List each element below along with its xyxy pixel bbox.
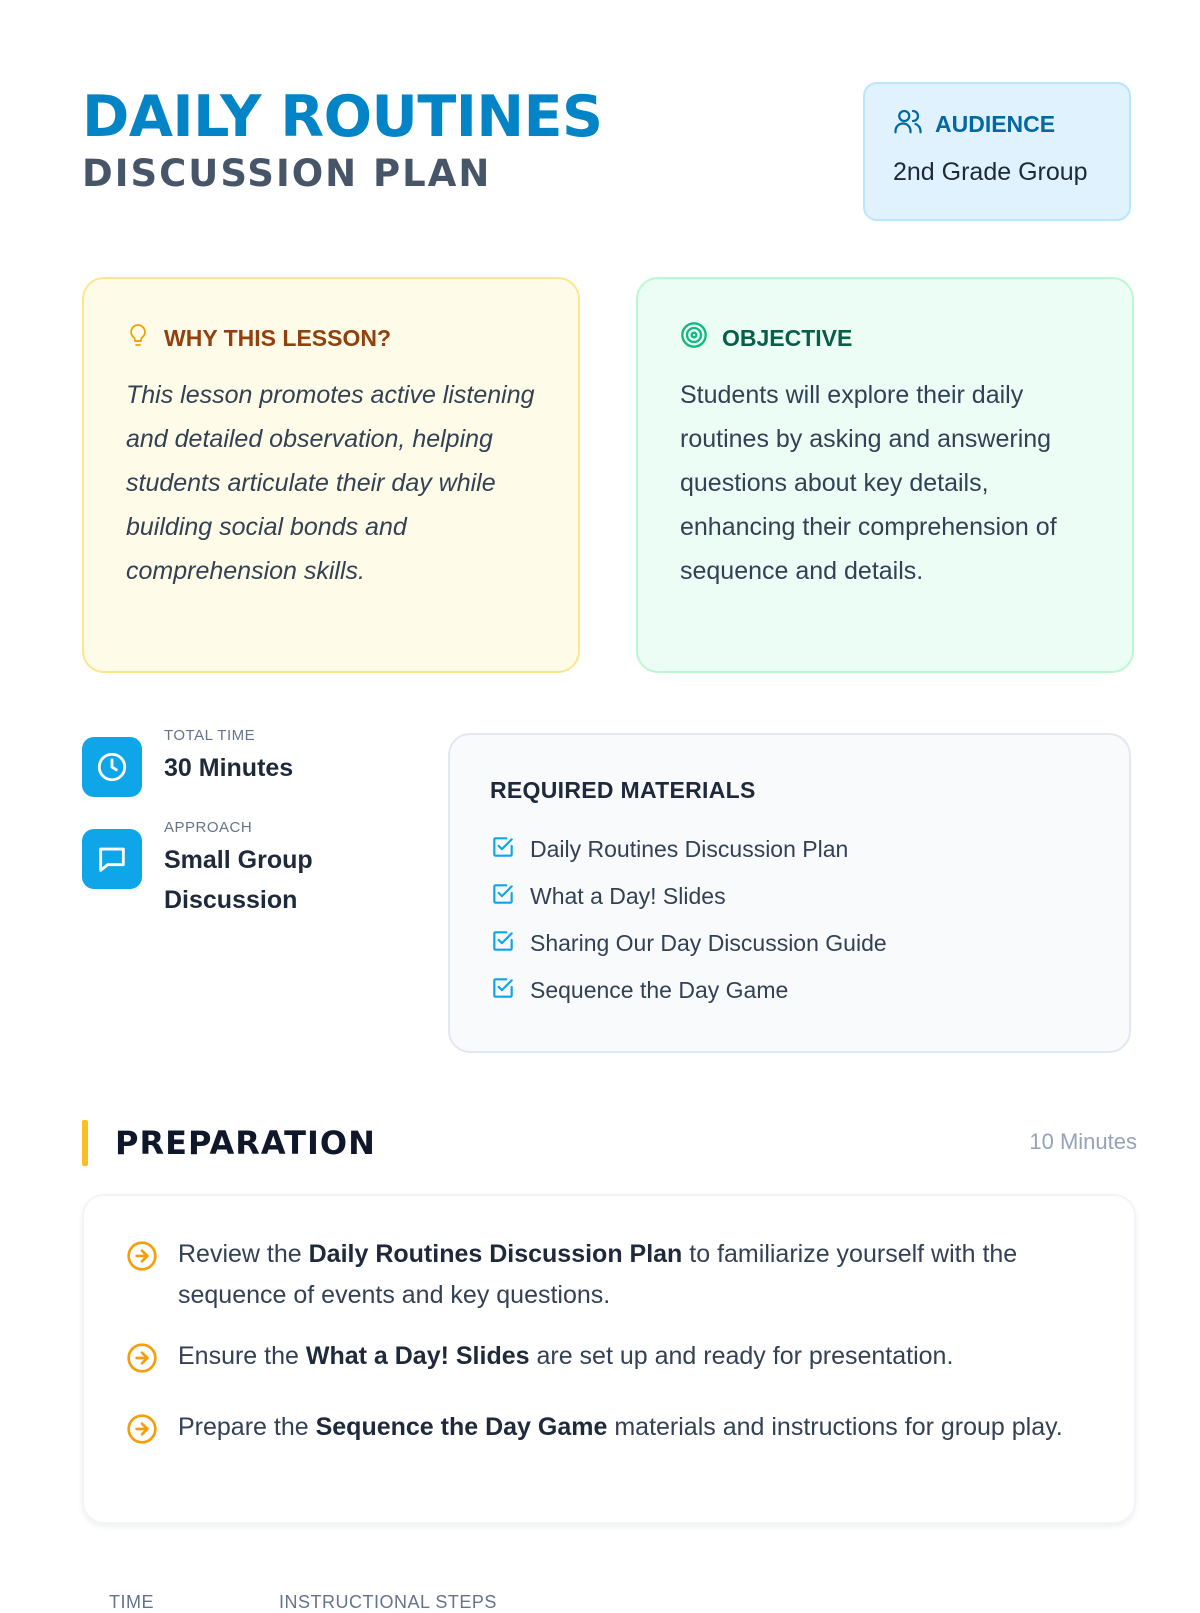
page-title: DAILY ROUTINES (82, 84, 603, 150)
preparation-card (82, 1194, 1136, 1524)
audience-card (863, 82, 1131, 221)
prep-step-text: Prepare the Sequence the Day Game materials and instructions for group play. (178, 1413, 1063, 1441)
preparation-time: 10 Minutes (1029, 1129, 1137, 1154)
approach-label: APPROACH (164, 819, 253, 836)
column-header-steps: INSTRUCTIONAL STEPS (279, 1592, 497, 1612)
prep-step-text: Review the Daily Routines Discussion Plan to familiarize yourself with the sequence of events and key questions. (178, 1240, 1018, 1309)
audience-value: 2nd Grade Group (893, 158, 1088, 186)
objective-card (636, 277, 1134, 673)
why-text: This lesson promotes active listening and detailed observation, helping students articulate their day while building social bonds and comprehension skills. (126, 381, 535, 585)
page-subtitle: DISCUSSION PLAN (82, 152, 492, 195)
objective-heading: OBJECTIVE (722, 324, 853, 351)
checkbox-icon (490, 975, 516, 1007)
clock-icon (82, 737, 142, 797)
objective-text: Students will explore their daily routines by asking and answering questions about key details, enhancing their comprehension of sequence and details. (680, 381, 1057, 585)
checkbox-icon (490, 928, 516, 960)
arrow-right-circle-icon (126, 1342, 158, 1387)
list-item (126, 1407, 1092, 1458)
preparation-heading: PREPARATION (115, 1124, 376, 1162)
materials-card (448, 733, 1131, 1053)
material-label: Daily Routines Discussion Plan (530, 836, 849, 862)
why-heading: WHY THIS LESSON? (164, 324, 392, 351)
total-time-value: 30 Minutes (164, 754, 294, 782)
checkbox-icon (490, 834, 516, 866)
target-icon (680, 321, 708, 355)
list-item (490, 826, 1089, 873)
arrow-right-circle-icon (126, 1413, 158, 1458)
total-time-block (82, 727, 412, 797)
list-item (490, 967, 1089, 1014)
prep-step-text: Ensure the What a Day! Slides are set up and ready for presentation. (178, 1342, 954, 1370)
why-lesson-card (82, 277, 580, 673)
arrow-right-circle-icon (126, 1240, 158, 1316)
list-item (126, 1234, 1092, 1316)
column-header-time: TIME (109, 1592, 154, 1612)
list-item (126, 1336, 1092, 1387)
material-label: What a Day! Slides (530, 883, 726, 909)
material-label: Sharing Our Day Discussion Guide (530, 930, 887, 956)
materials-list (490, 826, 1089, 1014)
users-icon (893, 106, 923, 142)
materials-heading: REQUIRED MATERIALS (490, 777, 756, 803)
checkbox-icon (490, 881, 516, 913)
audience-label: AUDIENCE (935, 110, 1056, 137)
list-item (490, 873, 1089, 920)
material-label: Sequence the Day Game (530, 977, 789, 1003)
chat-icon (82, 829, 142, 889)
lightbulb-icon (126, 321, 150, 355)
total-time-label: TOTAL TIME (164, 727, 256, 744)
section-accent-bar (82, 1120, 88, 1166)
approach-value: Small Group Discussion (164, 846, 313, 914)
list-item (490, 920, 1089, 967)
approach-block (82, 819, 412, 920)
